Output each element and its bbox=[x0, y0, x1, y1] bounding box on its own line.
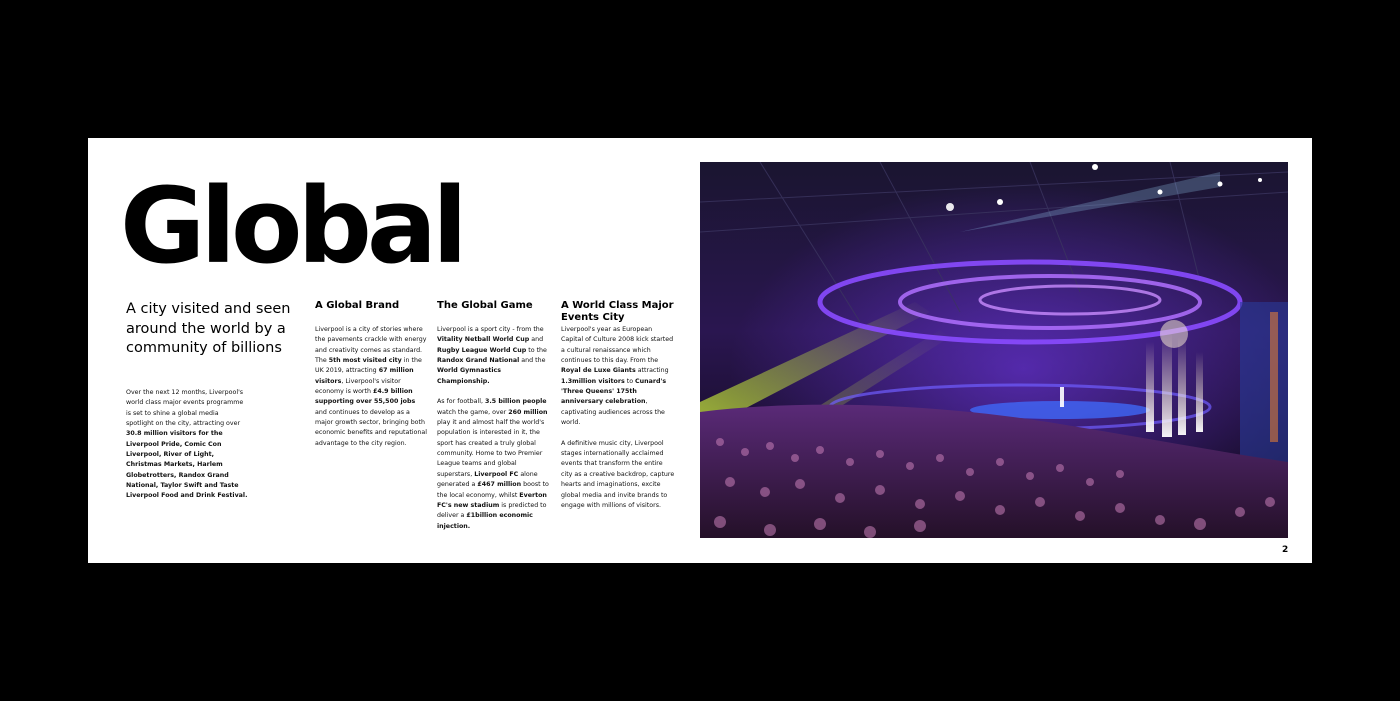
emphasis-text: World Gymnastics Championship. bbox=[437, 367, 501, 385]
body-text: attracting bbox=[635, 367, 669, 375]
emphasis-text: Vitality Netball World Cup bbox=[437, 336, 530, 344]
column-paragraph bbox=[561, 439, 675, 511]
emphasis-text: 5th most visited city bbox=[328, 357, 402, 365]
intro-heading: A city visited and seen around the world by a community of billions bbox=[126, 301, 291, 356]
body-text: Liverpool is a sport city - from the bbox=[437, 326, 544, 333]
body-text: watch the game, over bbox=[437, 408, 509, 416]
arena-concert-photo bbox=[700, 162, 1288, 538]
column-heading-global-brand: A Global Brand bbox=[315, 300, 400, 311]
emphasis-text: Royal de Luxe Giants bbox=[561, 367, 636, 375]
emphasis-text: 3.5 billion people bbox=[485, 398, 547, 406]
body-text: Liverpool is a city of stories where the pavements crackle with energy and creativity comes as standard. The bbox=[315, 326, 427, 365]
body-text: and continues to develop as a major growth sector, bringing both economic benefits and reputational advantage to the city region. bbox=[315, 408, 427, 447]
page-title: Global bbox=[120, 165, 463, 287]
column-paragraph bbox=[561, 325, 675, 428]
column-heading-global-game: The Global Game bbox=[437, 300, 533, 311]
emphasis-text: Everton FC's new stadium bbox=[437, 491, 547, 509]
body-text: boost to the local economy, whilst bbox=[437, 481, 549, 499]
intro-body bbox=[126, 388, 248, 502]
body-text: Liverpool's year as European Capital of Culture 2008 kick started a cultural renaissance which continues to this day. From the bbox=[561, 326, 674, 365]
arena-illustration bbox=[700, 162, 1288, 538]
body-text: play it and almost half the world's population is interested in it, the sport has created a truly global community. Home to two Premier League teams and global superstars, bbox=[437, 419, 545, 478]
page-number: 2 bbox=[1282, 545, 1289, 555]
emphasis-text: £4.9 billion supporting over 55,500 jobs bbox=[315, 388, 416, 406]
column-paragraph bbox=[437, 325, 551, 387]
body-text: As for football, bbox=[437, 398, 485, 406]
emphasis-text: Cunard's 'Three Queens' 175th anniversary celebration bbox=[561, 377, 667, 406]
emphasis-text: 1.3million visitors bbox=[561, 377, 625, 385]
column-body-global-brand bbox=[315, 325, 427, 449]
body-text: , Liverpool's visitor economy is worth bbox=[315, 377, 401, 396]
body-text: Over the next 12 months, Liverpool's world class major events programme is set to shine a global media spotlight on the city, attracting over bbox=[126, 389, 244, 428]
intro-paragraph bbox=[126, 388, 248, 502]
body-text: alone generated a bbox=[437, 470, 538, 489]
emphasis-text: 260 million bbox=[508, 408, 548, 416]
body-text: to the bbox=[526, 346, 547, 354]
emphasis-text: Randox Grand National bbox=[437, 357, 520, 365]
emphasis-text: 67 million visitors bbox=[315, 367, 414, 385]
body-text: and the bbox=[519, 357, 546, 365]
body-text: is predicted to deliver a bbox=[437, 501, 547, 520]
brochure-page bbox=[88, 138, 1312, 563]
column-paragraph bbox=[437, 397, 551, 531]
emphasis-text: £467 million bbox=[477, 481, 522, 489]
column-body-global-game bbox=[437, 325, 551, 532]
emphasis-text: Liverpool FC bbox=[474, 470, 519, 478]
column-paragraph bbox=[315, 325, 427, 449]
column-heading-major-events: A World Class Major Events City bbox=[561, 300, 674, 323]
body-text: , captivating audiences across the world. bbox=[561, 398, 665, 427]
emphasis-text: £1billion economic injection. bbox=[437, 512, 533, 530]
body-text: in the UK 2019, attracting bbox=[315, 357, 422, 375]
body-text: A definitive music city, Liverpool stages internationally acclaimed events that transform the entire city as a creative backdrop, capture hearts and imaginations, excite global media and invite brands to engage with millions of visitors. bbox=[561, 439, 675, 509]
body-text: and bbox=[529, 336, 544, 344]
body-text: to bbox=[624, 377, 636, 385]
emphasis-text: Rugby League World Cup bbox=[437, 346, 527, 354]
emphasis-text: 30.8 million visitors for the Liverpool Pride, Comic Con Liverpool, River of Light, Christmas Markets, Harlem Globetrotters, Randox Grand National, Taylor Swift and Taste Liverpool Food and Drink Festival. bbox=[126, 430, 248, 500]
column-body-major-events bbox=[561, 325, 675, 511]
